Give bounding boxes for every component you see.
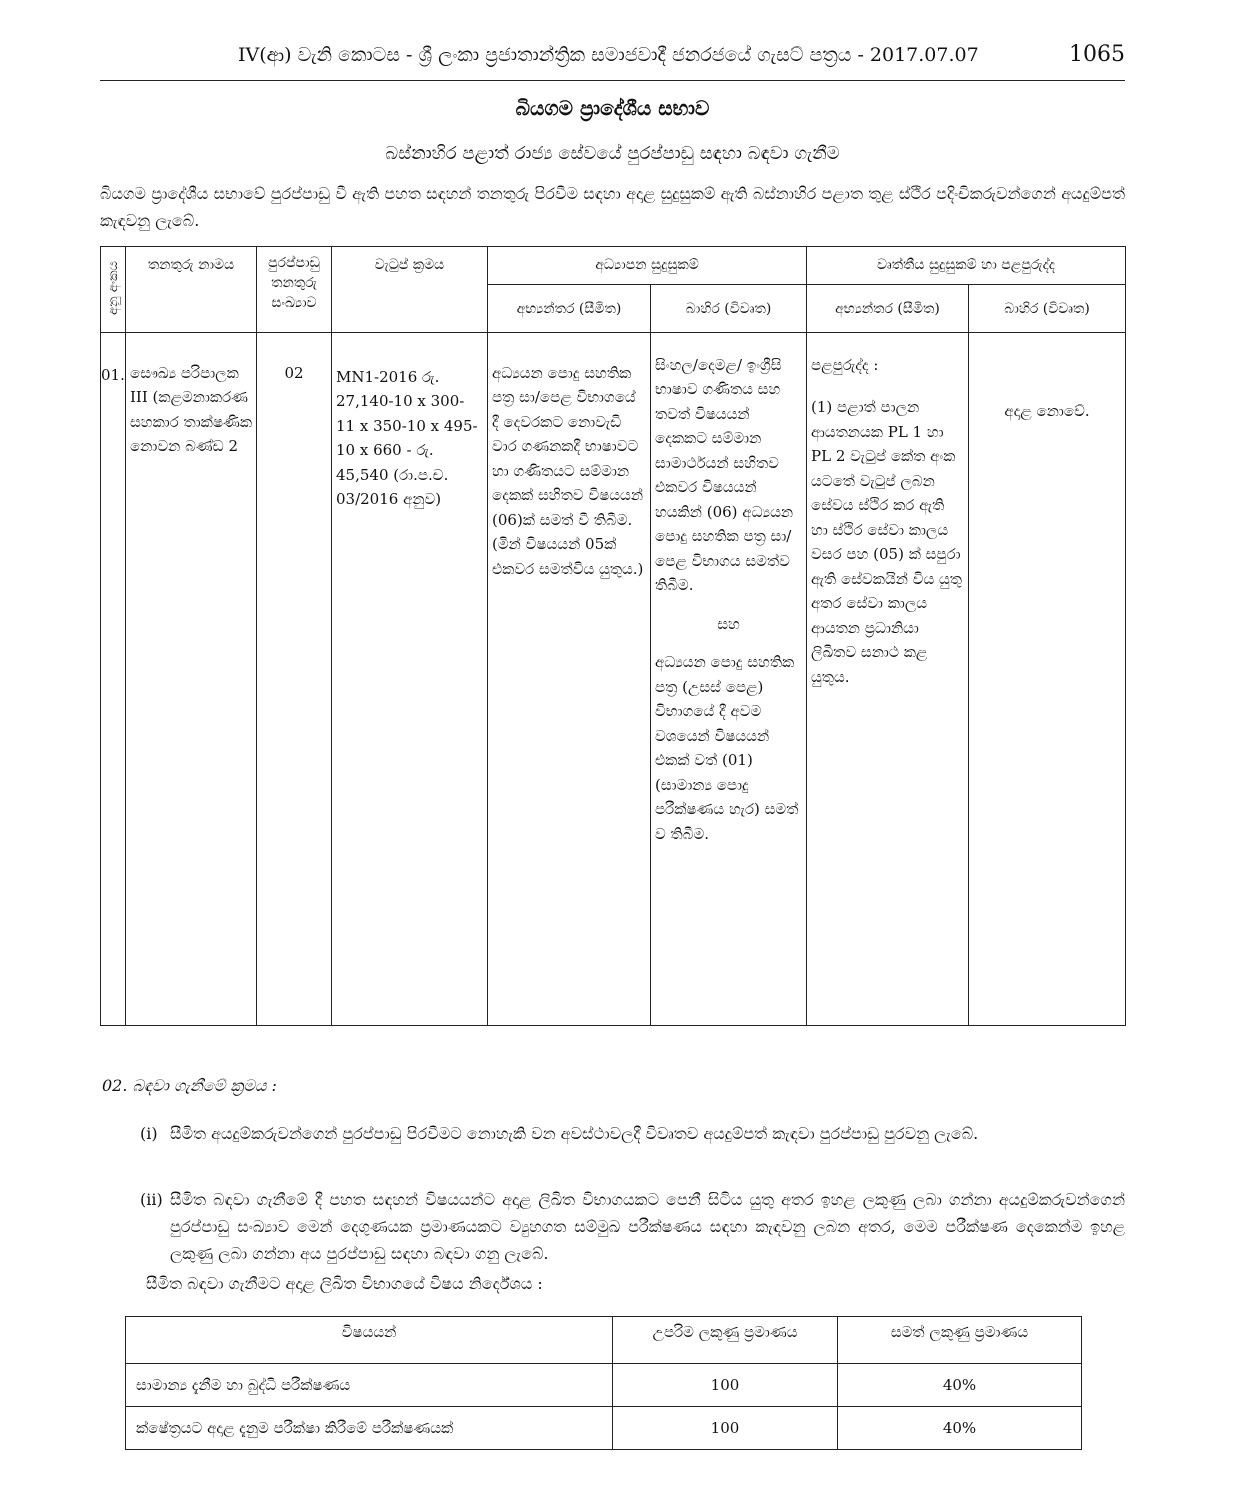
header-vacancies: පුරප්පාඩු තනතුරු සංඛ්‍යාව bbox=[257, 247, 332, 333]
syllabus-table bbox=[125, 1316, 1082, 1450]
col-header-subject: විෂයයන් bbox=[126, 1317, 613, 1364]
salary-scale: MN1-2016 රු. 27,140-10 x 300- 11 x 350-10 x 495-10 x 660 - රු. 45,540 (රා.ප.ච. 03/2016 අනුව) bbox=[336, 367, 478, 508]
header-education: අධ්‍යාපන සුදුසුකම් bbox=[488, 247, 807, 285]
col-header-pass: සමත් ලකුණු ප්‍රමාණය bbox=[838, 1317, 1082, 1364]
table-row bbox=[101, 332, 1126, 1026]
header-no: අනු අංකය bbox=[101, 247, 126, 333]
pass-marks: 40% bbox=[838, 1407, 1082, 1450]
header-prof-internal: අභ්‍යන්තර (සීමිත) bbox=[807, 284, 969, 332]
edu-external-and: සහ bbox=[717, 614, 740, 633]
intro-paragraph: බියගම ප්‍රාදේශීය සභාවේ පුරප්පාඩු වී ඇති පහත සඳහන් තනතුරු පිරවීම සඳහා අදාළ සුදුසුකම් ඇති බස්නාහිර පළාත තුළ ස්ථිර පදිංචිකරුවන්ගෙන් අයදුම්පත් කැඳවනු ලැබේ. bbox=[100, 184, 1125, 230]
page-header bbox=[100, 40, 1125, 81]
list-item-text: සීමිත බඳවා ගැනීමේ දී පහත සඳහන් විෂයයන්ට අදාළ ලිඛිත විභාගයකට පෙනී සිටිය යුතු අතර ඉහළ ලකුණු ලබා ගන්නා අයදුම්කරුවන්ගෙන් පුරප්පාඩු සංඛ්‍යාව මෙන් දෙගුණයක ප්‍රමාණයකට ව්‍යුහගත සම්මුඛ පරීක්ෂණය සඳහා කැඳවනු ලබන අතර, මෙම පරීක්ෂණ දෙකෙන්ම ඉහළ ලකුණු ලබා ගන්නා අය පුරප්පාඩු සඳහා බඳවා ගනු ලැබේ. bbox=[170, 1190, 1125, 1263]
prof-external-text: අදාළ නොවේ. bbox=[1004, 401, 1090, 420]
list-item-text: සීමිත අයදුම්කරුවන්ගෙන් පුරප්පාඩු පිරවීමට නොහැකි වන අවස්ථාවලදී විවෘතව අයදුම්පත් කැඳවා පුරප්පාඩු පුරවනු ලැබේ. bbox=[170, 1124, 979, 1143]
page-number: 1065 bbox=[1069, 42, 1125, 67]
post-name: සෞඛ්‍ය පරිපාලක III (කළමනාකරණ සහකාර තාක්ෂණික නොවන බණ්ඩ 2 bbox=[130, 363, 253, 455]
table-row bbox=[126, 1364, 1082, 1407]
header-salary: වැටුප් ක්‍රමය bbox=[332, 247, 488, 333]
vacancy-count: 02 bbox=[284, 363, 304, 382]
subject-name: සාමාන්‍ය දැනීම හා බුද්ධි පරීක්ෂණය bbox=[126, 1364, 613, 1407]
edu-internal-text: අධ්‍යයන පොදු සහතික පත්‍ර සා/පෙළ විභාගයේ දී දෙවරකට නොවැඩි වාර ගණනකදී භාෂාවට හා ගණිතයට සම්මාන දෙකක් සහිතව විෂයයන් (06)ක් සමත් වී තිබීම. (මින් විෂයයන් 05ක් එකවර සමත්විය යුතුය.) bbox=[492, 363, 644, 578]
list-item-number: (ii) bbox=[140, 1190, 163, 1209]
document-subtitle: බස්නාහිර පළාත් රාජ්‍ය සේවයේ පුරප්පාඩු සඳහා බඳවා ගැනීම bbox=[385, 143, 840, 164]
header-prof-external: බාහිර (විවෘත) bbox=[969, 284, 1126, 332]
pass-marks: 40% bbox=[838, 1364, 1082, 1407]
header-edu-internal: අභ්‍යන්තර (සීමිත) bbox=[488, 284, 651, 332]
list-item bbox=[140, 1120, 1125, 1147]
edu-external-text-1: සිංහල/දෙමළ/ ඉංග්‍රීසි භාෂාව ගණිතය සහ තවත් විෂයයන් දෙකකට සම්මාන සාමාර්ථයන් සහිතව එකවර විෂයයන් හයකින් (06) අධ්‍යයන පොදු සහතික පත්‍ර සා/පෙළ විභාගය සමත්ව තිබීම. bbox=[655, 355, 794, 594]
prof-internal-text: (1) පළාත් පාලන ආයතනයක PL 1 හා PL 2 වැටුප් කේත අංක යටතේ වැටුප් ලබන සේවය ස්ථිර කර ඇති හා ස්ථිර සේවා කාලය වසර පහ (05) ක් සපුරා ඇති සේවකයින් විය යුතු අතර සේවා කාලය ආයතන ප්‍රධානියා ලිඛිතව සනාථ කළ යුතුය. bbox=[811, 398, 962, 686]
edu-external-text-2: අධ්‍යයන පොදු සහතික පත්‍ර (උසස් පෙළ) විභාගයේ දී අවම වශයෙන් විෂයයන් එකක් වත් (01) (සාමාන්‍ය පොදු පරීක්ෂණය හැර) සමත් ව තිබීම. bbox=[655, 653, 799, 843]
list-item-number: (i) bbox=[140, 1124, 158, 1143]
row-number: 01. bbox=[101, 365, 125, 384]
syllabus-heading: සීමිත බඳවා ගැනීමට අදාළ ලිඛිත විභාගයේ විෂය නිර්දේශය : bbox=[146, 1274, 543, 1293]
document-title: බියගම ප්‍රාදේශීය සභාව bbox=[515, 96, 710, 120]
max-marks: 100 bbox=[613, 1364, 838, 1407]
gazette-header-title: IV(ආ) වැනි කොටස - ශ්‍රී ලංකා ප්‍රජාතාන්ත්‍රික සමාජවාදී ජනරජයේ ගැසට් පත්‍රය - 2017.07.07 bbox=[238, 44, 979, 66]
table-row bbox=[126, 1407, 1082, 1450]
header-professional: වෘත්තීය සුදුසුකම් හා පළපුරුද්ද bbox=[807, 247, 1126, 285]
experience-label: පළපුරුද්ද : bbox=[811, 355, 879, 374]
col-header-max: උපරිම ලකුණු ප්‍රමාණය bbox=[613, 1317, 838, 1364]
section-2-heading: 02. බඳවා ගැනීමේ ක්‍රමය : bbox=[102, 1076, 277, 1095]
header-post: තනතුරු නාමය bbox=[126, 247, 257, 333]
subject-name: ක්ෂේත්‍රයට අදාළ දැනුම පරීක්ෂා කිරීමේ පරීක්ෂණයක් bbox=[126, 1407, 613, 1450]
vacancy-table bbox=[100, 246, 1126, 1026]
list-item bbox=[140, 1186, 1125, 1267]
header-edu-external: බාහිර (විවෘත) bbox=[651, 284, 807, 332]
max-marks: 100 bbox=[613, 1407, 838, 1450]
